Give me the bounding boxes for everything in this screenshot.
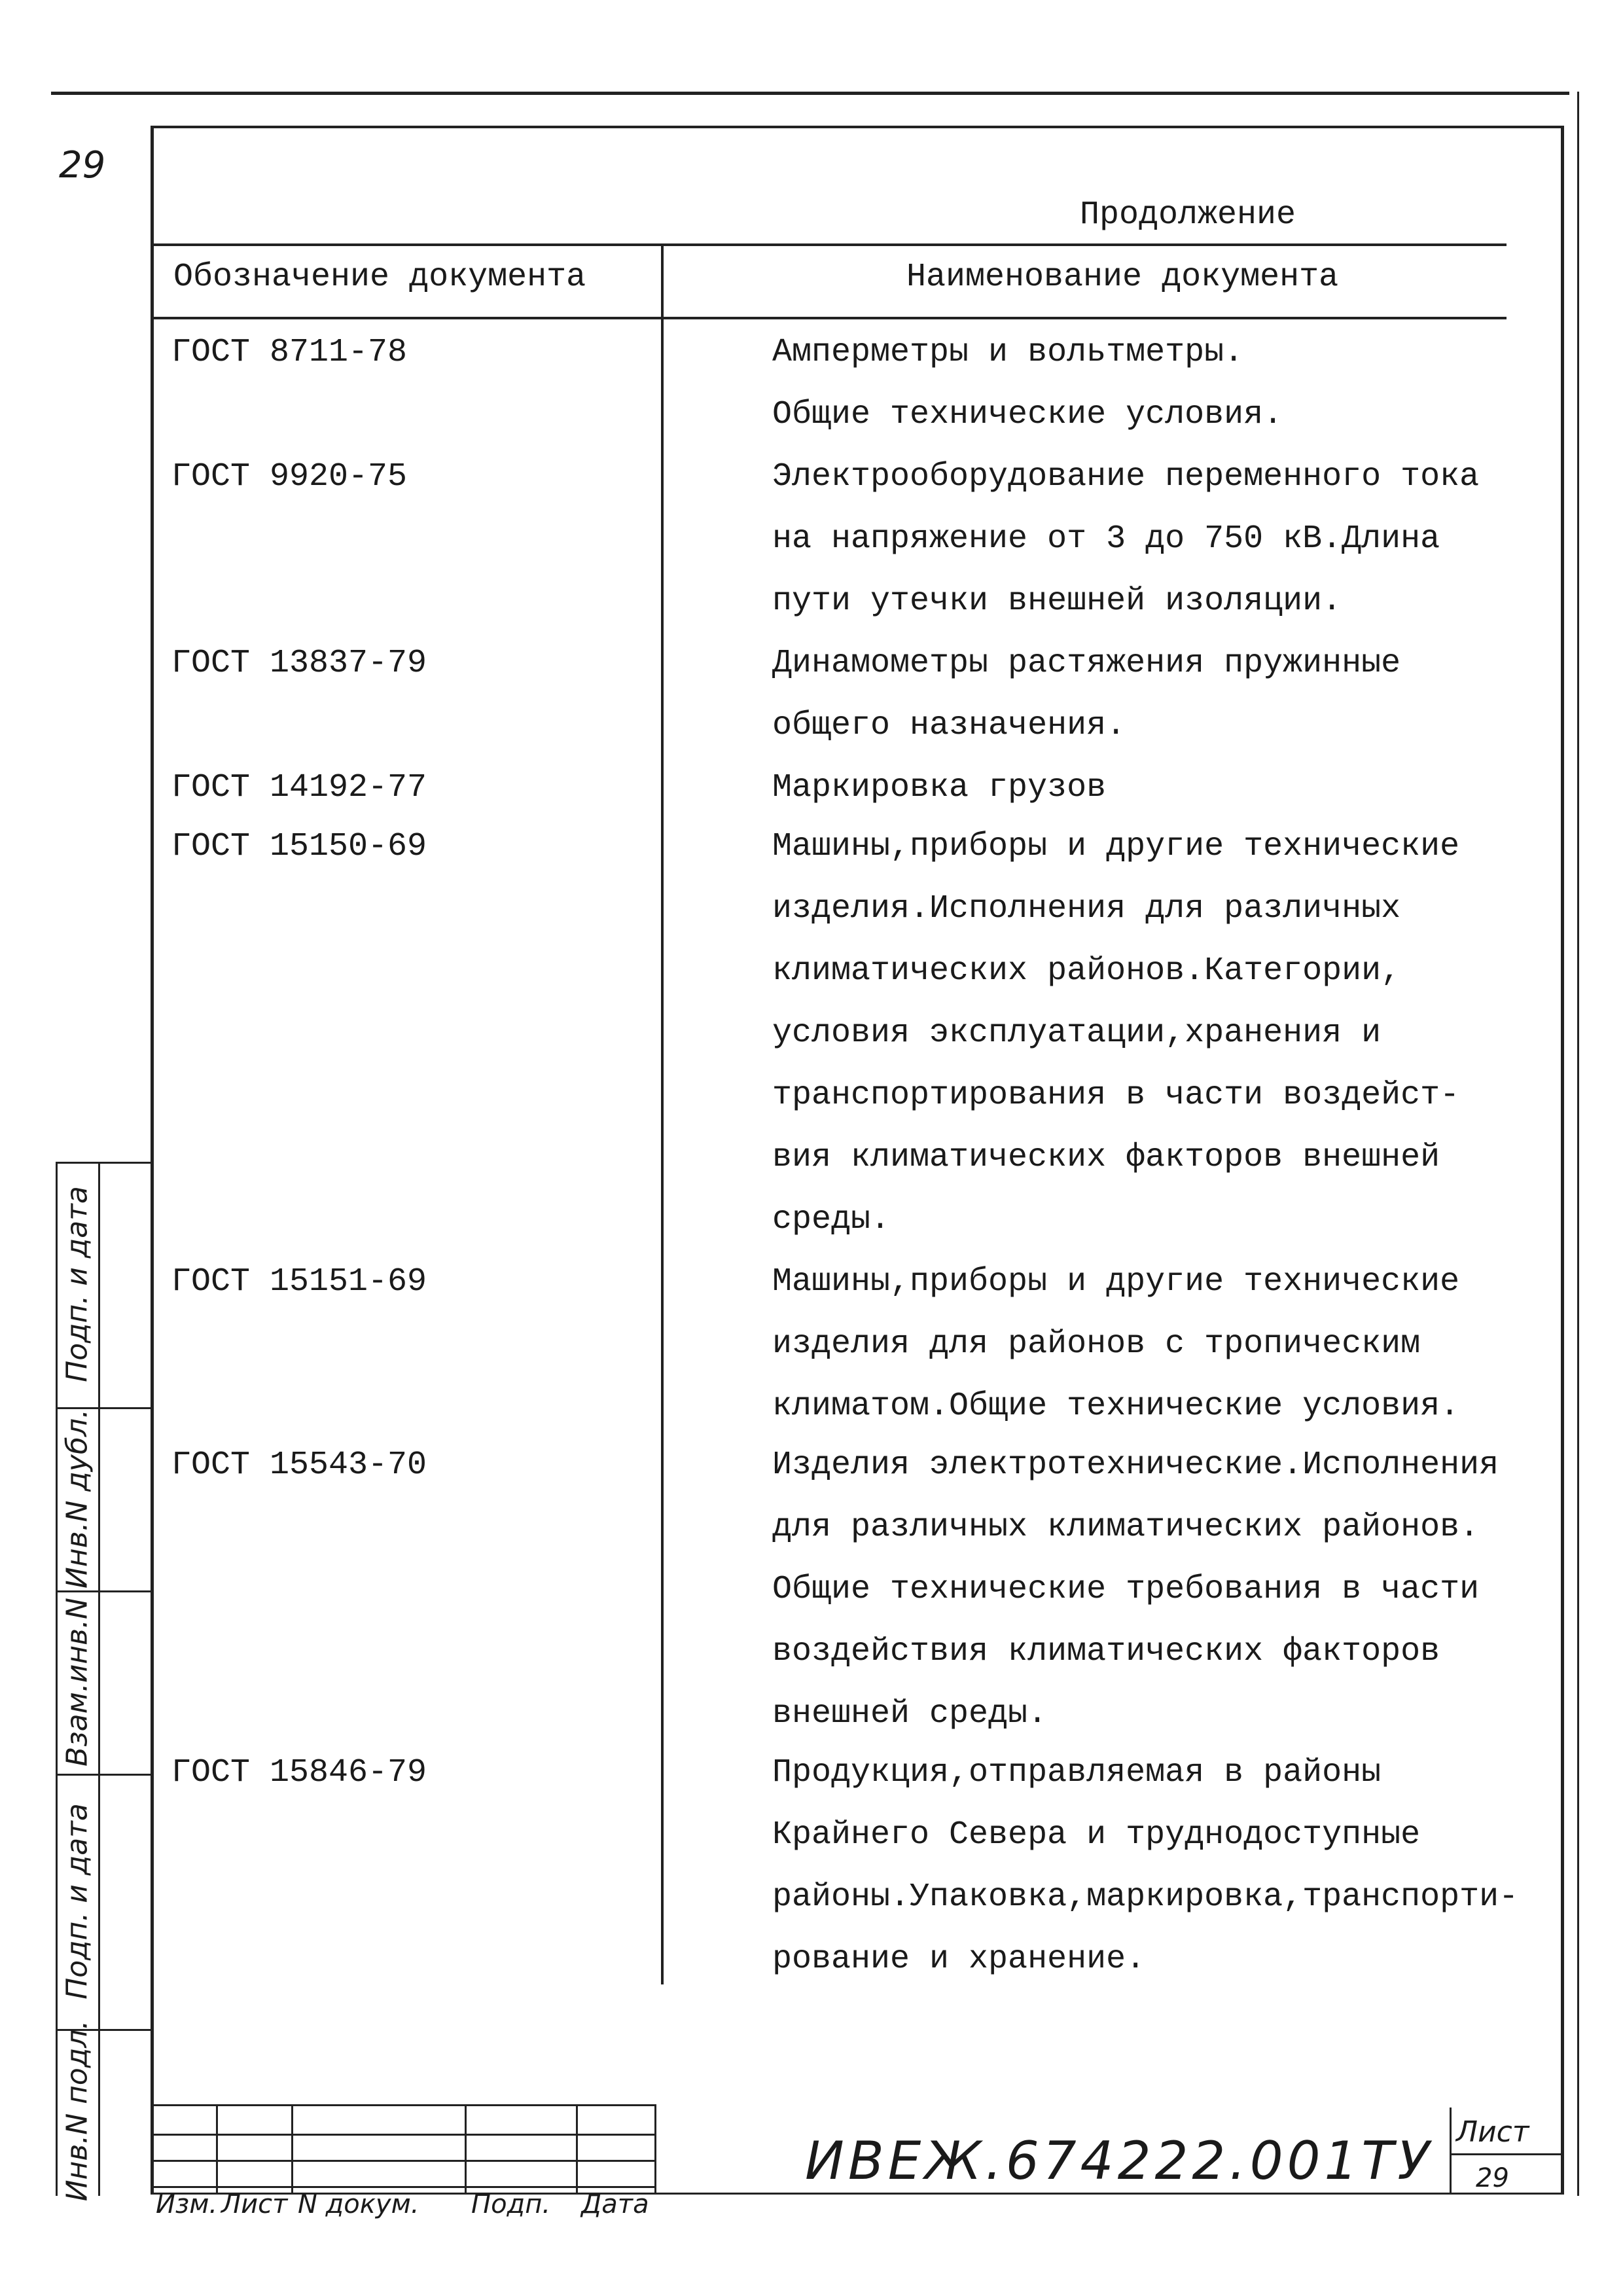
document-name-line: воздействия климатических факторов [772,1633,1440,1670]
document-name-line: внешней среды. [772,1695,1048,1732]
document-designation: ГОСТ 14192-77 [171,769,427,806]
frame-left-border [151,126,154,2194]
stamp-cell-divider [465,2104,467,2195]
document-name-line: Динамометры растяжения пружинные [772,645,1401,682]
sheet-label: Лист [1456,2115,1529,2149]
document-name-line: Общие технические требования в части [772,1571,1480,1608]
side-label-signature-date: Подп. и дата [60,1803,94,2000]
document-name-line: Продукция,отправляемая в районы [772,1754,1382,1791]
stamp-column-date: Дата [581,2189,649,2219]
document-designation: ГОСТ 8711-78 [171,334,408,371]
outer-right-edge [1577,92,1579,2196]
document-name-line: на напряжение от 3 до 750 кВ.Длина [772,520,1440,558]
table-column-divider [661,243,664,1984]
document-code: ИВЕЖ.674222.001ТУ [805,2130,1434,2191]
document-designation: ГОСТ 15150-69 [171,828,427,865]
sheet-box-left-border [1450,2108,1452,2193]
stamp-column-document-number: N докум. [298,2189,419,2219]
document-name-line: условия эксплуатации,хранения и [772,1014,1382,1052]
side-strip-left-border [56,1162,58,2196]
table-top-rule [152,243,1507,246]
document-name-line: вия климатических факторов внешней [772,1139,1440,1176]
continuation-label: Продолжение [1080,196,1296,234]
stamp-column-revision: Изм. [156,2189,218,2219]
document-name-line: рование и хранение. [772,1941,1146,1978]
document-name-line: климатических районов.Категории, [772,952,1401,990]
sheet-number: 29 [1476,2163,1509,2193]
frame-top-border [151,126,1564,128]
side-strip-rule [56,1774,152,1776]
stamp-cell-divider [654,2104,656,2195]
top-rule [51,92,1569,95]
document-name-line: транспортирования в части воздейст- [772,1077,1460,1114]
column-header-designation: Обозначение документа [173,259,586,296]
page-number: 29 [59,144,106,187]
document-designation: ГОСТ 13837-79 [171,645,427,682]
document-name-line: районы.Упаковка,маркировка,транспорти- [772,1878,1519,1916]
stamp-column-signature: Подп. [471,2189,551,2219]
document-name-line: Машины,приборы и другие технические [772,828,1460,865]
stamp-cell-divider [291,2104,293,2195]
side-label-duplicate-inventory: Инв.N дубл. [60,1408,94,1589]
stamp-cell-divider [576,2104,578,2195]
document-name-line: изделия для районов с тропическим [772,1325,1421,1363]
stamp-top-rule [152,2104,656,2106]
side-label-signature-date: Подп. и дата [60,1186,94,1382]
document-name-line: общего назначения. [772,707,1126,744]
document-name-line: пути утечки внешней изоляции. [772,583,1342,620]
document-designation: ГОСТ 15846-79 [171,1754,427,1791]
document-name-line: Изделия электротехнические.Исполнения [772,1446,1499,1484]
document-designation: ГОСТ 9920-75 [171,458,408,495]
document-name-line: изделия.Исполнения для различных [772,890,1401,927]
side-strip-divider [98,1162,100,2196]
document-designation: ГОСТ 15151-69 [171,1263,427,1300]
document-name-line: для различных климатических районов. [772,1509,1480,1546]
side-label-original-inventory: Инв.N подл. [60,2020,94,2202]
stamp-row-rule [152,2134,656,2136]
sheet-box-rule [1450,2153,1562,2155]
column-header-name: Наименование документа [906,259,1339,296]
document-name-line: климатом.Общие технические условия. [772,1388,1460,1425]
stamp-cell-divider [216,2104,218,2195]
stamp-row-rule [152,2186,656,2188]
document-name-line: Амперметры и вольтметры. [772,334,1244,371]
stamp-row-rule [152,2160,656,2162]
document-name-line: Электрооборудование переменного тока [772,458,1480,495]
frame-right-border [1561,126,1564,2194]
side-strip-rule [56,1590,152,1592]
side-label-replacement-inventory: Взам.инв.N [60,1598,94,1767]
document-designation: ГОСТ 15543-70 [171,1446,427,1484]
table-header-rule [152,317,1507,319]
stamp-underline [654,2193,720,2195]
document-name-line: Крайнего Севера и труднодоступные [772,1816,1421,1854]
document-name-line: Маркировка грузов [772,769,1107,806]
stamp-column-sheet: Лист [221,2189,288,2219]
document-name-line: среды. [772,1201,891,1238]
document-name-line: Машины,приборы и другие технические [772,1263,1460,1300]
document-name-line: Общие технические условия. [772,396,1283,433]
side-strip-rule [56,1162,152,1164]
